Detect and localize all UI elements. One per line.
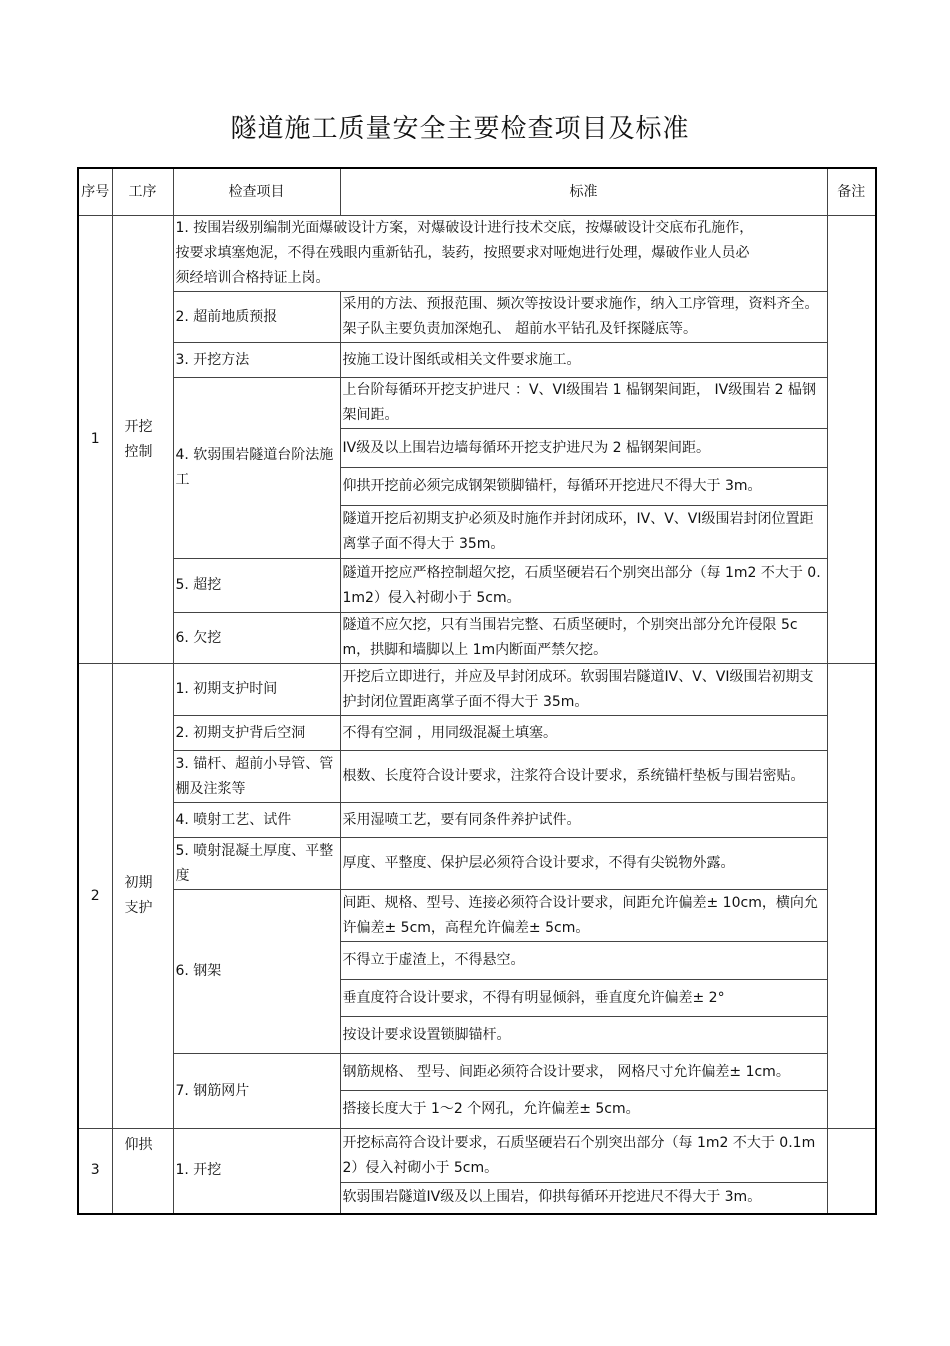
standard-cell: 软弱围岩隧道IV级及以上围岩，仰拱每循环开挖进尺不得大于 3m。 — [340, 1183, 827, 1214]
process-label: 开挖控制 — [124, 418, 153, 460]
standard-cell: 上台阶每循环开挖支护进尺 ：V、VI级围岩 1 榀钢架间距， IV级围岩 2 榀钢架间距。 — [340, 378, 827, 429]
standard-cell: 根数、长度符合设计要求，注浆符合设计要求，系统锚杆垫板与围岩密贴。 — [340, 751, 827, 803]
process-label: 仰拱 — [124, 1137, 153, 1153]
standard-cell: 垂直度符合设计要求，不得有明显倾斜，垂直度允许偏差± 2° — [340, 980, 827, 1017]
table-row — [78, 751, 876, 803]
check-item: 5. 喷射混凝土厚度、平整度 — [173, 838, 340, 890]
standard-cell: 仰拱开挖前必须完成钢架锁脚锚杆，每循环开挖进尺不得大于 3m。 — [340, 468, 827, 506]
check-item: 2. 超前地质预报 — [173, 292, 340, 343]
check-item: 4. 喷射工艺、试件 — [173, 803, 340, 838]
section-seq: 3 — [78, 1129, 112, 1214]
check-item: 2. 初期支护背后空洞 — [173, 716, 340, 751]
standard-cell: 隧道开挖应严格控制超欠挖，石质坚硬岩石个别突出部分（每 1m2 不大于 0.1m2）侵入衬砌小于 5cm。 — [340, 559, 827, 613]
table-header-row — [78, 168, 876, 216]
table-row — [78, 613, 876, 664]
header-remark: 备注 — [827, 168, 876, 216]
standard-cell: 按施工设计图纸或相关文件要求施工。 — [340, 343, 827, 378]
check-item: 6. 钢架 — [173, 890, 340, 1054]
check-item: 3. 开挖方法 — [173, 343, 340, 378]
table-row — [78, 890, 876, 942]
check-item: 3. 锚杆、超前小导管、管棚及注浆等 — [173, 751, 340, 803]
header-check-item: 检查项目 — [173, 168, 340, 216]
remark-cell — [827, 216, 876, 664]
table-row — [78, 1129, 876, 1183]
standard-cell: 开挖标高符合设计要求，石质坚硬岩石个别突出部分（每 1m2 不大于 0.1m2）侵入衬砌小于 5cm。 — [340, 1129, 827, 1183]
standard-cell: 采用的方法、预报范围、频次等按设计要求施作，纳入工序管理，资料齐全。 架子队主要负责加深炮孔、 超前水平钻孔及钎探隧底等。 — [340, 292, 827, 343]
table-row — [78, 216, 876, 292]
standard-cell: 不得立于虚渣上，不得悬空。 — [340, 942, 827, 980]
section-process — [112, 216, 173, 664]
check-item: 6. 欠挖 — [173, 613, 340, 664]
section-process — [112, 1129, 173, 1214]
check-item: 1. 按围岩级别编制光面爆破设计方案，对爆破设计进行技术交底，按爆破设计交底布孔施作，按要求填塞炮泥，不得在残眼内重新钻孔，装药，按照要求对哑炮进行处理，爆破作业人员必须经培训合格持证上岗。 — [173, 216, 827, 292]
standard-cell: 搭接长度大于 1～2 个网孔，允许偏差± 5cm。 — [340, 1091, 827, 1129]
table-row — [78, 559, 876, 613]
standard-cell: 采用湿喷工艺，要有同条件养护试件。 — [340, 803, 827, 838]
section-seq: 1 — [78, 216, 112, 664]
section-seq: 2 — [78, 664, 112, 1129]
standard-cell: 隧道不应欠挖，只有当围岩完整、石质坚硬时，个别突出部分允许侵限 5cm，拱脚和墙脚以上 1m内断面严禁欠挖。 — [340, 613, 827, 664]
check-item: 4. 软弱围岩隧道台阶法施工 — [173, 378, 340, 559]
remark-cell — [827, 664, 876, 1129]
check-item: 1. 初期支护时间 — [173, 664, 340, 716]
standard-cell: 钢筋规格、 型号、间距必须符合设计要求， 网格尺寸允许偏差± 1cm。 — [340, 1054, 827, 1091]
standard-cell: IV级及以上围岩边墙每循环开挖支护进尺为 2 榀钢架间距。 — [340, 429, 827, 468]
page-title: 隧道施工质量安全主要检查项目及标准 — [230, 114, 690, 144]
standard-cell: 开挖后立即进行，并应及早封闭成环。软弱围岩隧道IV、V、VI级围岩初期支护封闭位置距离掌子面不得大于 35m。 — [340, 664, 827, 716]
table-row — [78, 664, 876, 716]
header-seq: 序号 — [78, 168, 112, 216]
check-item: 5. 超挖 — [173, 559, 340, 613]
table-row — [78, 716, 876, 751]
standard-cell: 隧道开挖后初期支护必须及时施作并封闭成环，IV、V、VI级围岩封闭位置距离掌子面不得大于 35m。 — [340, 506, 827, 559]
table-row — [78, 292, 876, 343]
remark-cell — [827, 1129, 876, 1214]
check-item: 7. 钢筋网片 — [173, 1054, 340, 1129]
standard-cell: 间距、规格、型号、连接必须符合设计要求，间距允许偏差± 10cm，横向允许偏差± 5cm，高程允许偏差± 5cm。 — [340, 890, 827, 942]
process-label: 初期支护 — [124, 875, 153, 916]
standard-cell: 不得有空洞 ，用同级混凝土填塞。 — [340, 716, 827, 751]
table-row — [78, 343, 876, 378]
standard-cell: 按设计要求设置锁脚锚杆。 — [340, 1017, 827, 1054]
section-process — [112, 664, 173, 1129]
table-row — [78, 378, 876, 429]
check-item: 1. 开挖 — [173, 1129, 340, 1214]
header-standard: 标准 — [340, 168, 827, 216]
header-process: 工序 — [112, 168, 173, 216]
table-row — [78, 1054, 876, 1091]
inspection-table — [77, 167, 877, 1215]
table-row — [78, 803, 876, 838]
standard-cell: 厚度、平整度、保护层必须符合设计要求，不得有尖锐物外露。 — [340, 838, 827, 890]
table-row — [78, 838, 876, 890]
